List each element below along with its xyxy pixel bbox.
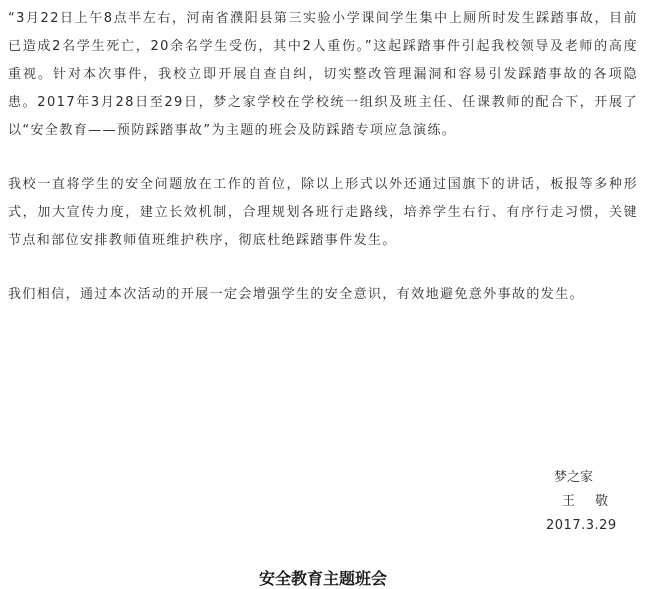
paragraph-measures: 我校一直将学生的安全问题放在工作的首位，除以上形式以外还通过国旗下的讲话，板报等多种形式，加大宣传力度，建立长效机制，合理规划各班行走路线，培养学生右行、有序行走习惯，关键节点和部位安排教师值班维护秩序，彻底杜绝踩踏事件发生。 bbox=[8, 177, 638, 248]
article-body bbox=[8, 5, 638, 309]
signature-name: 王 敬 bbox=[562, 494, 617, 509]
signature-block bbox=[546, 466, 636, 538]
paragraph-conclusion: 我们相信，通过本次活动的开展一定会增强学生的安全意识，有效地避免意外事故的发生。 bbox=[8, 287, 585, 302]
signature-organization: 梦之家 bbox=[554, 470, 594, 485]
paragraph-incident: “3月22日上午8点半左右，河南省濮阳县第三实验小学课间学生集中上厕所时发生踩踏事故，目前已造成2名学生死亡，20余名学生受伤，其中2人重伤。”这起踩踏事件引起我校领导及老师的高度重视。针对本次事件，我校立即开展自查自纠，切实整改管理漏洞和容易引发踩踏事故的各项隐患。2017年3月28日至29日，梦之家学校在学校统一组织及班主任、任课教师的配合下，开展了以“安全教育——预防踩踏事故”为主题的班会及防踩踏专项应急演练。 bbox=[8, 11, 638, 138]
signature-date: 2017.3.29 bbox=[546, 518, 617, 533]
section-title: 安全教育主题班会 bbox=[258, 569, 387, 588]
